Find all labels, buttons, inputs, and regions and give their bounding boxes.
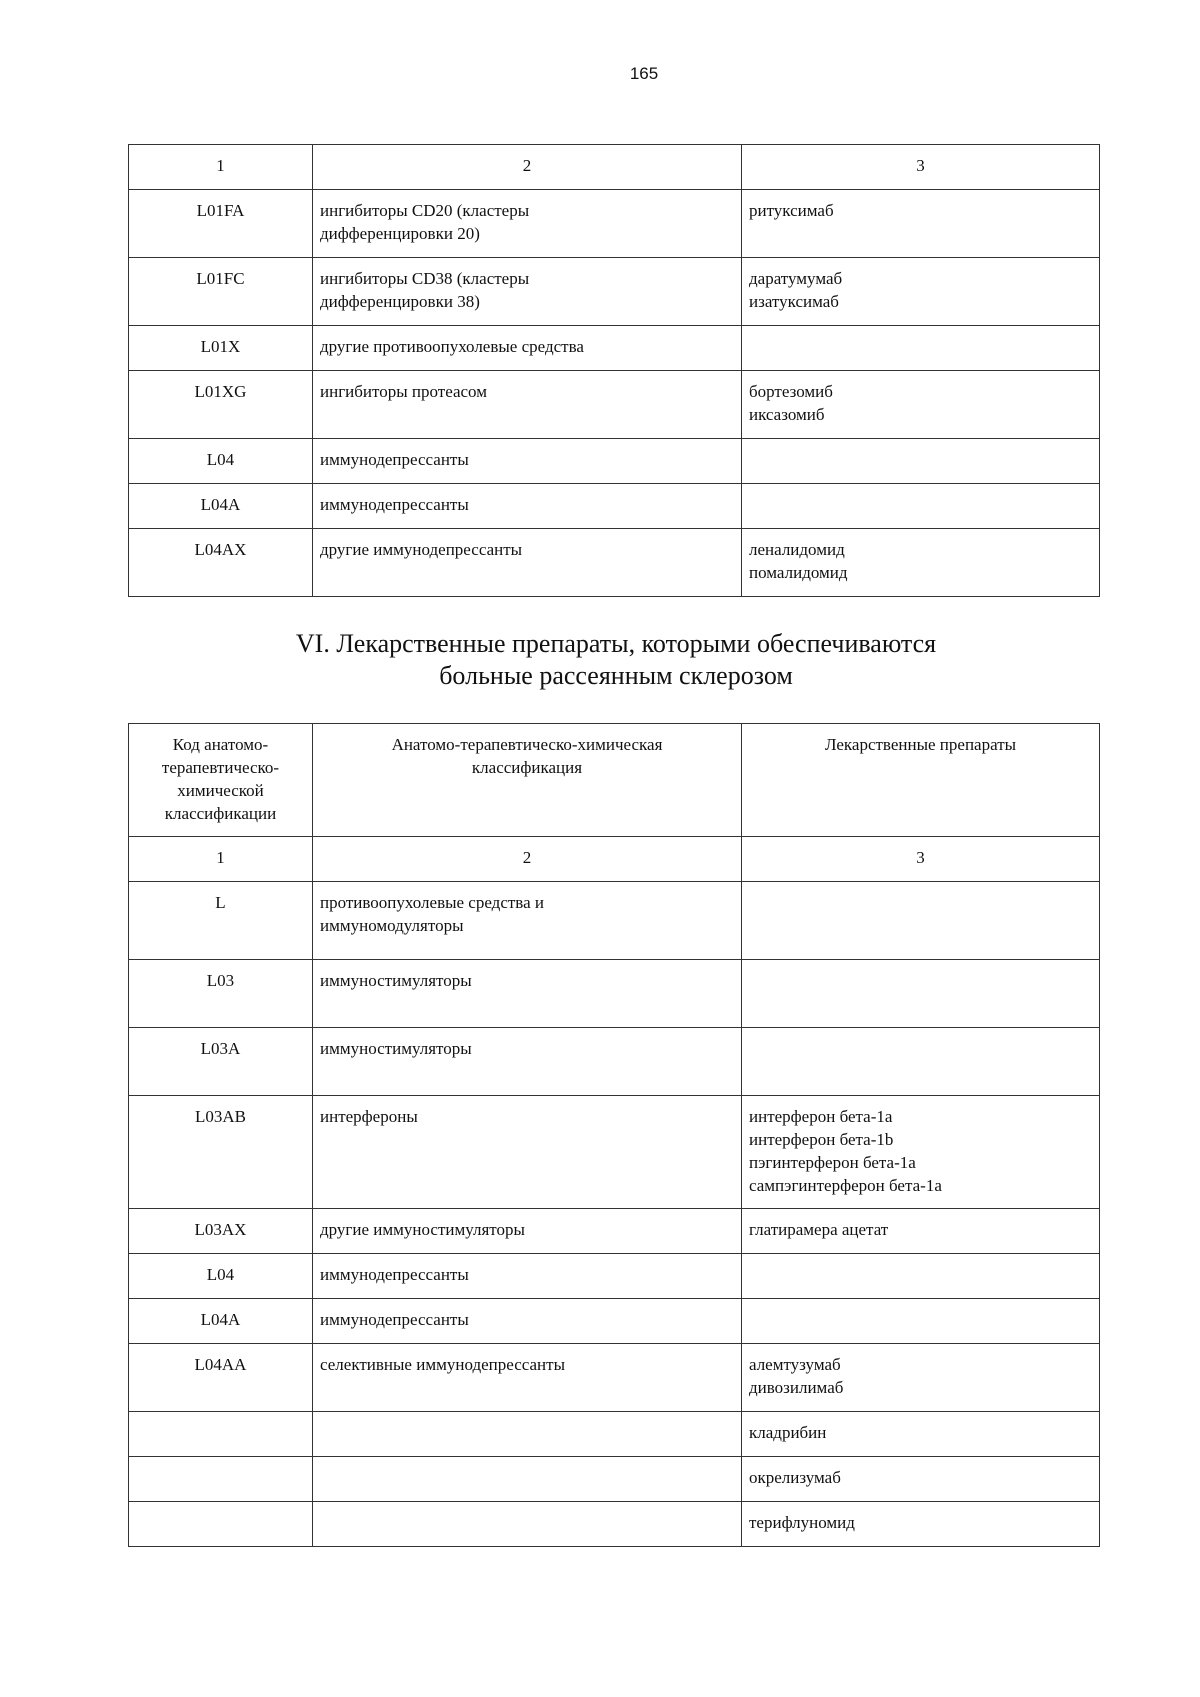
table-row xyxy=(129,1299,1100,1344)
atc-code: L03A xyxy=(129,1028,313,1096)
table-row xyxy=(129,1344,1100,1412)
atc-code: L03 xyxy=(129,960,313,1028)
table-row xyxy=(129,529,1100,597)
atc-class: иммунодепрессанты xyxy=(313,484,742,529)
column-number: 2 xyxy=(313,837,742,882)
drug-list: терифлуномид xyxy=(742,1502,1100,1547)
drug-list: леналидомид помалидомид xyxy=(742,529,1100,597)
table-row xyxy=(129,882,1100,960)
atc-code: L01FC xyxy=(129,258,313,326)
column-number-row xyxy=(129,145,1100,190)
table-row xyxy=(129,960,1100,1028)
atc-class: другие иммунодепрессанты xyxy=(313,529,742,597)
drug-list: интерферон бета-1a интерферон бета-1b пэгинтерферон бета-1a сампэгинтерферон бета-1a xyxy=(742,1096,1100,1209)
atc-class: ингибиторы CD38 (кластеры дифференцировки 38) xyxy=(313,258,742,326)
atc-code: L04A xyxy=(129,484,313,529)
atc-class: ингибиторы CD20 (кластеры дифференцировки 20) xyxy=(313,190,742,258)
atc-code: L01XG xyxy=(129,371,313,439)
drug-list: кладрибин xyxy=(742,1412,1100,1457)
table-row xyxy=(129,1412,1100,1457)
atc-class: иммуностимуляторы xyxy=(313,960,742,1028)
atc-code xyxy=(129,1457,313,1502)
drug-list xyxy=(742,484,1100,529)
atc-code: L04 xyxy=(129,1254,313,1299)
atc-class: селективные иммунодепрессанты xyxy=(313,1344,742,1412)
atc-class xyxy=(313,1412,742,1457)
atc-class: другие иммуностимуляторы xyxy=(313,1209,742,1254)
table-row xyxy=(129,1209,1100,1254)
table-row xyxy=(129,190,1100,258)
atc-code: L04AA xyxy=(129,1344,313,1412)
atc-class: ингибиторы протеасом xyxy=(313,371,742,439)
column-title-classification: Анатомо-терапевтическо-химическая классификация xyxy=(313,724,742,837)
column-number: 2 xyxy=(313,145,742,190)
drug-list: даратумумаб изатуксимаб xyxy=(742,258,1100,326)
section-title xyxy=(128,628,1104,692)
table-row xyxy=(129,1096,1100,1209)
atc-code xyxy=(129,1502,313,1547)
atc-code: L03AX xyxy=(129,1209,313,1254)
drug-list: алемтузумаб дивозилимаб xyxy=(742,1344,1100,1412)
atc-class: иммунодепрессанты xyxy=(313,1254,742,1299)
page-number: 165 xyxy=(629,64,659,83)
table-row xyxy=(129,484,1100,529)
atc-class: противоопухолевые средства и иммуномодуляторы xyxy=(313,882,742,960)
atc-code: L03AB xyxy=(129,1096,313,1209)
atc-class: иммунодепрессанты xyxy=(313,439,742,484)
column-number-row xyxy=(129,837,1100,882)
atc-code xyxy=(129,1412,313,1457)
column-number: 3 xyxy=(742,145,1100,190)
section-title-line-2: больные рассеянным склерозом xyxy=(439,661,793,690)
table-row xyxy=(129,258,1100,326)
atc-class: иммуностимуляторы xyxy=(313,1028,742,1096)
atc-class: иммунодепрессанты xyxy=(313,1299,742,1344)
multiple-sclerosis-drug-table xyxy=(128,723,1100,1547)
column-title-code: Код анатомо- терапевтическо- химической классификации xyxy=(129,724,313,837)
atc-code: L01FA xyxy=(129,190,313,258)
drug-list xyxy=(742,960,1100,1028)
column-title-drugs: Лекарственные препараты xyxy=(742,724,1100,837)
drug-list xyxy=(742,1254,1100,1299)
drug-table-continued xyxy=(128,144,1100,597)
atc-code: L04 xyxy=(129,439,313,484)
drug-list xyxy=(742,1028,1100,1096)
atc-class xyxy=(313,1457,742,1502)
column-title-row xyxy=(129,724,1100,837)
table-row xyxy=(129,326,1100,371)
column-number: 3 xyxy=(742,837,1100,882)
table-row xyxy=(129,1254,1100,1299)
drug-list: глатирамера ацетат xyxy=(742,1209,1100,1254)
table-row xyxy=(129,1028,1100,1096)
atc-class: другие противоопухолевые средства xyxy=(313,326,742,371)
drug-list xyxy=(742,439,1100,484)
column-number: 1 xyxy=(129,837,313,882)
atc-class: интерфероны xyxy=(313,1096,742,1209)
section-title-line-1: VI. Лекарственные препараты, которыми обеспечиваются xyxy=(295,629,937,658)
drug-list: ритуксимаб xyxy=(742,190,1100,258)
table-row xyxy=(129,371,1100,439)
drug-list xyxy=(742,882,1100,960)
table-row xyxy=(129,1502,1100,1547)
drug-list: бортезомиб иксазомиб xyxy=(742,371,1100,439)
atc-code: L01X xyxy=(129,326,313,371)
drug-list xyxy=(742,1299,1100,1344)
table-row xyxy=(129,439,1100,484)
column-number: 1 xyxy=(129,145,313,190)
atc-code: L04AX xyxy=(129,529,313,597)
drug-list xyxy=(742,326,1100,371)
atc-code: L xyxy=(129,882,313,960)
table-row xyxy=(129,1457,1100,1502)
atc-class xyxy=(313,1502,742,1547)
drug-list: окрелизумаб xyxy=(742,1457,1100,1502)
atc-code: L04A xyxy=(129,1299,313,1344)
